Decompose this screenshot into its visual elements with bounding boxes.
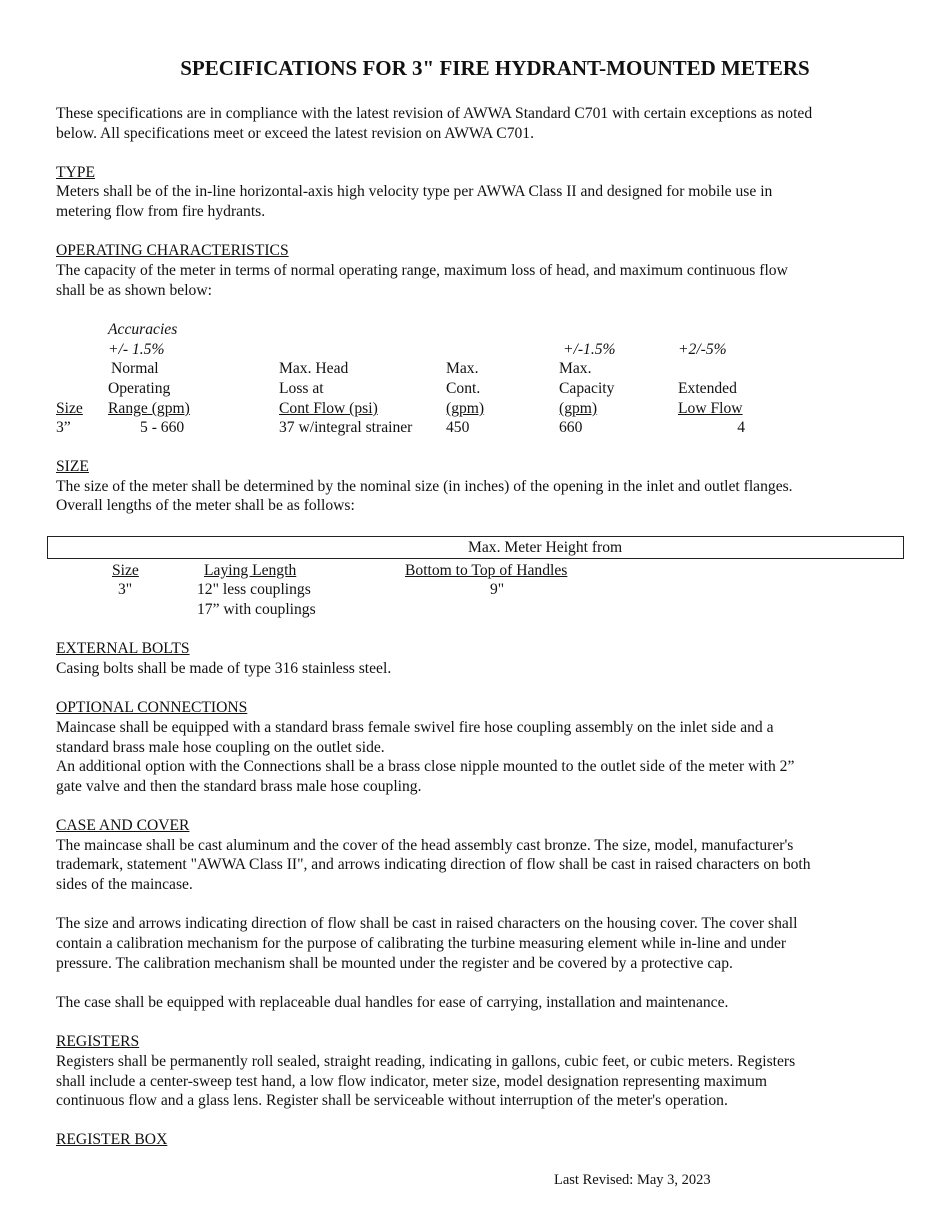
col-header: Cont Flow (psi) bbox=[279, 400, 378, 417]
table-cell: 17” with couplings bbox=[197, 601, 316, 618]
optional-text: An additional option with the Connections shall be a brass close nipple mounted to the outlet side of the meter with 2” bbox=[56, 758, 795, 775]
intro-line: These specifications are in compliance with the latest revision of AWWA Standard C701 with certain exceptions as noted bbox=[56, 105, 813, 122]
size-table-header: Max. Meter Height from bbox=[468, 539, 623, 556]
bolts-text: Casing bolts shall be made of type 316 stainless steel. bbox=[56, 660, 392, 677]
case-heading: CASE AND COVER bbox=[56, 817, 190, 834]
operating-text: The capacity of the meter in terms of normal operating range, maximum loss of head, and maximum continuous flow bbox=[56, 262, 788, 279]
bolts-heading: EXTERNAL BOLTS bbox=[56, 640, 190, 657]
col-header: Laying Length bbox=[204, 562, 297, 579]
registers-text: Registers shall be permanently roll sealed, straight reading, indicating in gallons, cubic feet, or cubic meters. Registers bbox=[56, 1053, 796, 1070]
table-cell: 37 w/integral strainer bbox=[279, 419, 413, 436]
accuracy-range: +/- 1.5% bbox=[108, 341, 165, 358]
size-text: The size of the meter shall be determined by the nominal size (in inches) of the opening in the inlet and outlet flanges. bbox=[56, 478, 793, 495]
accuracies-label: Accuracies bbox=[108, 321, 178, 338]
accuracy-extended: +2/-5% bbox=[678, 341, 727, 358]
type-heading: TYPE bbox=[56, 164, 95, 181]
registers-text: continuous flow and a glass lens. Register shall be serviceable without interruption of the meter's operation. bbox=[56, 1092, 728, 1109]
type-text: Meters shall be of the in-line horizontal-axis high velocity type per AWWA Class II and designed for mobile use in bbox=[56, 183, 773, 200]
case-text: contain a calibration mechanism for the purpose of calibrating the turbine measuring element while in-line and under bbox=[56, 935, 787, 952]
col-header: Capacity bbox=[559, 380, 615, 397]
col-header: Loss at bbox=[279, 380, 324, 397]
operating-heading: OPERATING CHARACTERISTICS bbox=[56, 242, 289, 259]
case-text: sides of the maincase. bbox=[56, 876, 193, 893]
table-cell: 660 bbox=[559, 419, 583, 436]
col-header: Max. bbox=[559, 360, 592, 377]
col-header: Normal bbox=[111, 360, 159, 377]
optional-text: standard brass male hose coupling on the outlet side. bbox=[56, 739, 385, 756]
table-cell: 3" bbox=[118, 581, 133, 598]
col-header: Bottom to Top of Handles bbox=[405, 562, 568, 579]
optional-text: gate valve and then the standard brass male hose coupling. bbox=[56, 778, 422, 795]
operating-text: shall be as shown below: bbox=[56, 282, 212, 299]
col-header: (gpm) bbox=[559, 400, 598, 417]
col-header: Max. Head bbox=[279, 360, 349, 377]
col-header: Low Flow bbox=[678, 400, 743, 417]
col-header: Size bbox=[56, 400, 83, 417]
registers-text: shall include a center-sweep test hand, a low flow indicator, meter size, model designation representing maximum bbox=[56, 1073, 767, 1090]
case-text: pressure. The calibration mechanism shall be mounted under the register and be covered by a protective cap. bbox=[56, 955, 733, 972]
col-header: Max. bbox=[446, 360, 479, 377]
table-cell: 5 - 660 bbox=[140, 419, 185, 436]
intro-line: below. All specifications meet or exceed the latest revision on AWWA C701. bbox=[56, 125, 534, 142]
registers-heading: REGISTERS bbox=[56, 1033, 140, 1050]
col-header: (gpm) bbox=[446, 400, 485, 417]
footer-revised: Last Revised: May 3, 2023 bbox=[554, 1172, 711, 1188]
optional-heading: OPTIONAL CONNECTIONS bbox=[56, 699, 248, 716]
table-cell: 450 bbox=[446, 419, 470, 436]
col-header: Extended bbox=[678, 380, 737, 397]
size-heading: SIZE bbox=[56, 458, 89, 475]
case-text: The case shall be equipped with replaceable dual handles for ease of carrying, installation and maintenance. bbox=[56, 994, 729, 1011]
case-text: The maincase shall be cast aluminum and the cover of the head assembly cast bronze. The size, model, manufacturer's bbox=[56, 837, 794, 854]
col-header: Range (gpm) bbox=[108, 400, 190, 417]
table-cell: 4 bbox=[737, 419, 745, 436]
size-text: Overall lengths of the meter shall be as follows: bbox=[56, 497, 355, 514]
register-box-heading: REGISTER BOX bbox=[56, 1131, 168, 1148]
table-cell: 12" less couplings bbox=[197, 581, 311, 598]
table-cell: 9" bbox=[490, 581, 505, 598]
col-header: Cont. bbox=[446, 380, 481, 397]
case-text: The size and arrows indicating direction of flow shall be cast in raised characters on the housing cover. The cover shall bbox=[56, 915, 798, 932]
table-cell: 3” bbox=[56, 419, 71, 436]
col-header: Operating bbox=[108, 380, 171, 397]
type-text: metering flow from fire hydrants. bbox=[56, 203, 266, 220]
accuracy-capacity: +/-1.5% bbox=[563, 341, 616, 358]
col-header: Size bbox=[112, 562, 139, 579]
page-title: SPECIFICATIONS FOR 3" FIRE HYDRANT-MOUNTED METERS bbox=[180, 56, 810, 80]
case-text: trademark, statement "AWWA Class II", and arrows indicating direction of flow shall be cast in raised characters on both bbox=[56, 856, 811, 873]
optional-text: Maincase shall be equipped with a standard brass female swivel fire hose coupling assembly on the inlet side and a bbox=[56, 719, 774, 736]
